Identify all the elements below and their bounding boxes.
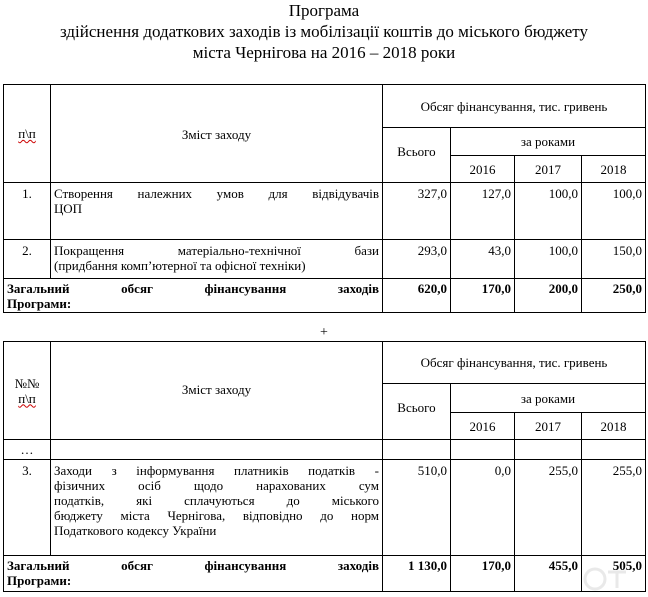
row-2017: 255,0 bbox=[515, 460, 582, 556]
summary-row bbox=[4, 279, 646, 313]
summary-label bbox=[4, 556, 383, 592]
row-text-line: Покращення матеріально-технічної бази bbox=[54, 243, 379, 258]
plus-sign: + bbox=[320, 325, 328, 340]
row-text-line: бюджету міста Чернігова, відповідно до норм bbox=[54, 508, 379, 523]
watermark-icon bbox=[582, 566, 632, 592]
row-num: 3. bbox=[4, 460, 51, 556]
header-year-2018: 2018 bbox=[582, 156, 646, 183]
row-2017: 100,0 bbox=[515, 240, 582, 279]
summary-2018: 505,0 bbox=[582, 556, 646, 592]
summary-label-line: Програми: bbox=[7, 573, 72, 588]
header-content: Зміст заходу bbox=[51, 342, 383, 440]
header-funding: Обсяг фінансування, тис. гривень bbox=[383, 342, 646, 384]
document-title: Програма bbox=[288, 1, 360, 20]
row-2018: 150,0 bbox=[582, 240, 646, 279]
header-year-2018: 2018 bbox=[582, 413, 646, 440]
row-2018: 255,0 bbox=[582, 460, 646, 556]
row-content bbox=[51, 183, 383, 240]
ellipsis-cell: … bbox=[4, 440, 51, 460]
summary-label-line: Програми: bbox=[7, 296, 72, 311]
row-num: 1. bbox=[4, 183, 51, 240]
header-funding: Обсяг фінансування, тис. гривень bbox=[383, 85, 646, 128]
row-text-line: Створення належних умов для відвідувачів bbox=[54, 186, 379, 201]
header-by-years: за роками bbox=[451, 384, 646, 413]
table-row bbox=[4, 240, 646, 279]
ellipsis-row bbox=[4, 440, 646, 460]
funding-table-2 bbox=[3, 341, 646, 592]
header-total: Всього bbox=[383, 384, 451, 440]
header-total: Всього bbox=[383, 128, 451, 183]
row-2017: 100,0 bbox=[515, 183, 582, 240]
row-total: 293,0 bbox=[383, 240, 451, 279]
summary-2017: 455,0 bbox=[515, 556, 582, 592]
header-content: Зміст заходу bbox=[51, 85, 383, 183]
header-year-2017: 2017 bbox=[515, 156, 582, 183]
row-text-line: (придбання комп’ютерної та офісної техніки) bbox=[54, 258, 306, 273]
table-row bbox=[4, 183, 646, 240]
header-num-line: №№ bbox=[14, 375, 40, 391]
row-text-line: податків, які сплачуються до міського bbox=[54, 493, 379, 508]
summary-2017: 200,0 bbox=[515, 279, 582, 313]
row-2016: 43,0 bbox=[451, 240, 515, 279]
header-num: п\п bbox=[4, 85, 51, 183]
row-text-line: Податкового кодексу України bbox=[54, 523, 217, 538]
header-num bbox=[4, 342, 51, 440]
summary-2016: 170,0 bbox=[451, 279, 515, 313]
summary-label-line: Загальний обсяг фінансування заходів bbox=[7, 558, 379, 573]
summary-total: 620,0 bbox=[383, 279, 451, 313]
summary-label bbox=[4, 279, 383, 313]
document-subtitle: здійснення додаткових заходів із мобілізації коштів до міського бюджету bbox=[60, 22, 588, 41]
row-text-line: Заходи з інформування платників податків - bbox=[54, 463, 379, 478]
document-subtitle-line2: міста Чернігова на 2016 – 2018 роки bbox=[192, 43, 456, 62]
row-total: 510,0 bbox=[383, 460, 451, 556]
header-by-years: за роками bbox=[451, 128, 646, 156]
row-total: 327,0 bbox=[383, 183, 451, 240]
row-text-line: ЦОП bbox=[54, 201, 82, 216]
summary-total: 1 130,0 bbox=[383, 556, 451, 592]
row-content bbox=[51, 460, 383, 556]
header-num-line: п\п bbox=[18, 390, 36, 406]
summary-2016: 170,0 bbox=[451, 556, 515, 592]
row-num: 2. bbox=[4, 240, 51, 279]
header-year-2017: 2017 bbox=[515, 413, 582, 440]
summary-label-line: Загальний обсяг фінансування заходів bbox=[7, 281, 379, 296]
funding-table-1 bbox=[3, 84, 646, 313]
table-row bbox=[4, 460, 646, 556]
row-text-line: фізичних осіб щодо нарахованих сум bbox=[54, 478, 379, 493]
row-2018: 100,0 bbox=[582, 183, 646, 240]
summary-2018: 250,0 bbox=[582, 279, 646, 313]
summary-row bbox=[4, 556, 646, 592]
header-year-2016: 2016 bbox=[451, 413, 515, 440]
row-2016: 0,0 bbox=[451, 460, 515, 556]
row-2016: 127,0 bbox=[451, 183, 515, 240]
row-content bbox=[51, 240, 383, 279]
header-year-2016: 2016 bbox=[451, 156, 515, 183]
